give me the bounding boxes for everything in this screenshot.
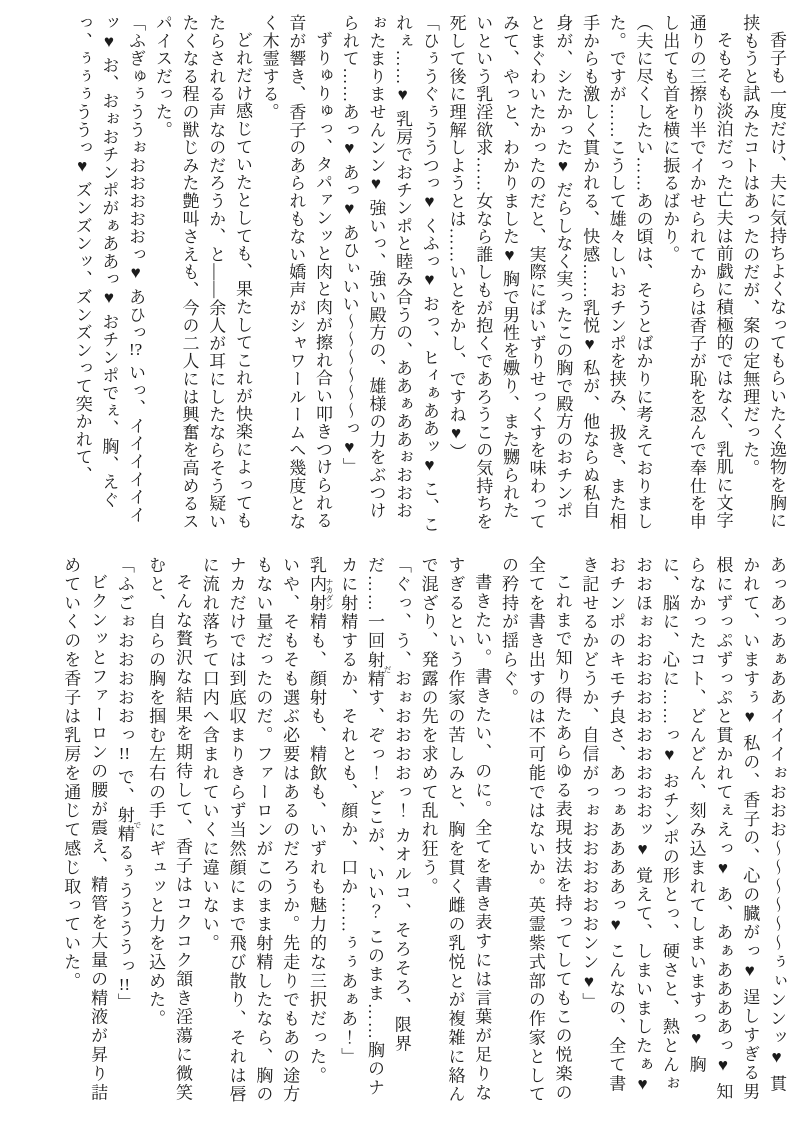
paragraph: 香子も一度だけ、夫に気持ちよくなってもらいたく逸物を胸に挟もうと試みたコトはあったのだが、案の定無理だった。	[740, 14, 786, 530]
bottom-text-block	[56, 556, 789, 1105]
paragraph: ビクンッとファーロンの腰が震え、精管を大量の精液が昇り詰めていくのを香子は乳房を通じて感じ取っていた。	[61, 556, 108, 1103]
double-punct-bang: !!	[118, 745, 131, 762]
paragraph: 「ひぅうぐぅううつっ♥ くふっ♥ おっ、ヒィぁああッ♥ こ、これぇ……♥ 乳房でおチンポと睦み合うの、ああぁああぉおおおぉたまりませんンン♥ 強いっ、強い殿方の、雄様の力をぶつけられて……あっ♥ あっ♥ あひぃいい〜〜〜〜〜〜っ♥」	[339, 14, 439, 534]
double-punct-bang: !!	[118, 976, 131, 994]
paragraph: ずりゅりゅっ、タパァンッと肉と肉が擦れ合い叩きつけられる音が響き、香子のあられもない嬌声がシャワールームへ幾度となく木霊する。	[259, 14, 333, 531]
paragraph: 「ふごぉおおおおおっ!! で、射精 でるぅううううっ!!」	[114, 556, 142, 1012]
paragraph: 「ぐっ、う、おぉおおおおっ！ カオルコ、そろそろ、限界だ……一回射精 だす、ぞっ！ どこが、いい？ このまま……胸のナカに射精するか、それとも、顔か、口か……ぅぅあぁあ！」	[338, 556, 411, 1098]
paragraph: そんな贅沢な結果を期待して、香子はコクコク頷き淫蕩に微笑むと、自らの胸を掴む左右の手にギュッと力を込めた。	[146, 556, 192, 1103]
paragraph: どれだけ感じていたとしても、果たしてこれが快楽によってもたらされる声なのだろうか、と――余人が耳にしたならそう疑いたくなる程の獣じみた艶叫さえも、今の二人には興奮を高めるスパイスだった。	[152, 14, 252, 531]
paragraph: 書きたい。書きたい、のに。全てを書き表すには言葉が足りなすぎるという作家の苦しみと、胸を貫く雌の乳悦とが複雑に絡んで混ざり、発露の先を求めて乱れ狂う。	[418, 556, 492, 1105]
paragraph: これまで知り得たあらゆる表現技法を持ってしてもこの悦楽の全てを書き出すのは不可能ではないか。英霊紫式部の作家としての矜持が揺らぐ。	[499, 556, 572, 1105]
paragraph: そもそも淡泊だった亡夫は前戯に積極的ではなく、乳肌に文字通りの三擦り半でイかせられてからは香子が恥を忍んで奉仕を申し出ても首を横に振るばかり。	[660, 14, 733, 531]
paragraph: あっあっあぁああイイイぉおおお〜〜〜〜〜〜ぅぃンンッ♥ 貫かれて、いますぅ♥ 私の、香子の、心の臓がっ♥ 逞しすぎる男根にずっぷずっぷと貫かれてぇえっ♥ あ、あぁああああっ♥ 知らなかったコト、どんどん、刻み込まれてしまいますっ♥ 胸に、脳に、心に……っ♥ おチンポの形とっ、硬さと、熱とんぉおおほぉおおおおおおおおおおッ♥ 覚えて、しまいましたぁ♥ おチンポのキモチ良さ、あっぁああああっ♥ こんなの、全て書き記せるかどうか、自信がっぉおおおおおおンン♥」	[579, 556, 786, 1102]
double-punct-interrobang: !?	[129, 341, 143, 359]
paragraph: いや、そもそも選ぶ必要はあるのだろうか。先走りでもあの途方もない量だったのだ。ファーロンがこのまま射精したなら、胸のナカだけでは到底収まりきらず当然顔にまで飛び散り、それは唇に流れ落ちて口内へ含まれていくに違いない。	[199, 556, 300, 1105]
paragraph: （夫に尽くしたい……あの頃は、そうとばかりに考えておりました。ですが……こうして雄々しいおチンポを挟み、扱き、また相手からも激しく貫かれる、快感……乳悦♥ 私が、他ならぬ私自身が、シたかった♥ だらしなく実ったこの胸で殿方のおチンポとまぐわいたかったのだと、実際にぱいずりせっくすを味わってみて、やっと、わかりました♥ 胸で男性を嫐り、また嬲られたいという乳淫欲求……女なら誰しもが抱くであろうこの気持ちを死して後に理解しようとは……いとをかし、ですね♥）	[446, 14, 653, 531]
paragraph: 「ふぎゅぅううぉおおおおおっ♥ あひっ!? いっ、イイイイイイッ♥ お、おぉおチンポがぁああっ♥ おチンポでぇ、胸、えぐっ、ぅぅぅううっ♥ ズンズンッ、ズンズンって突かれて、	[72, 14, 146, 524]
top-text-block	[68, 14, 789, 535]
paragraph: 乳内射精 ナカダシも、顔射も、精飲も、いずれも魅力的な三択だった。	[306, 556, 334, 1086]
